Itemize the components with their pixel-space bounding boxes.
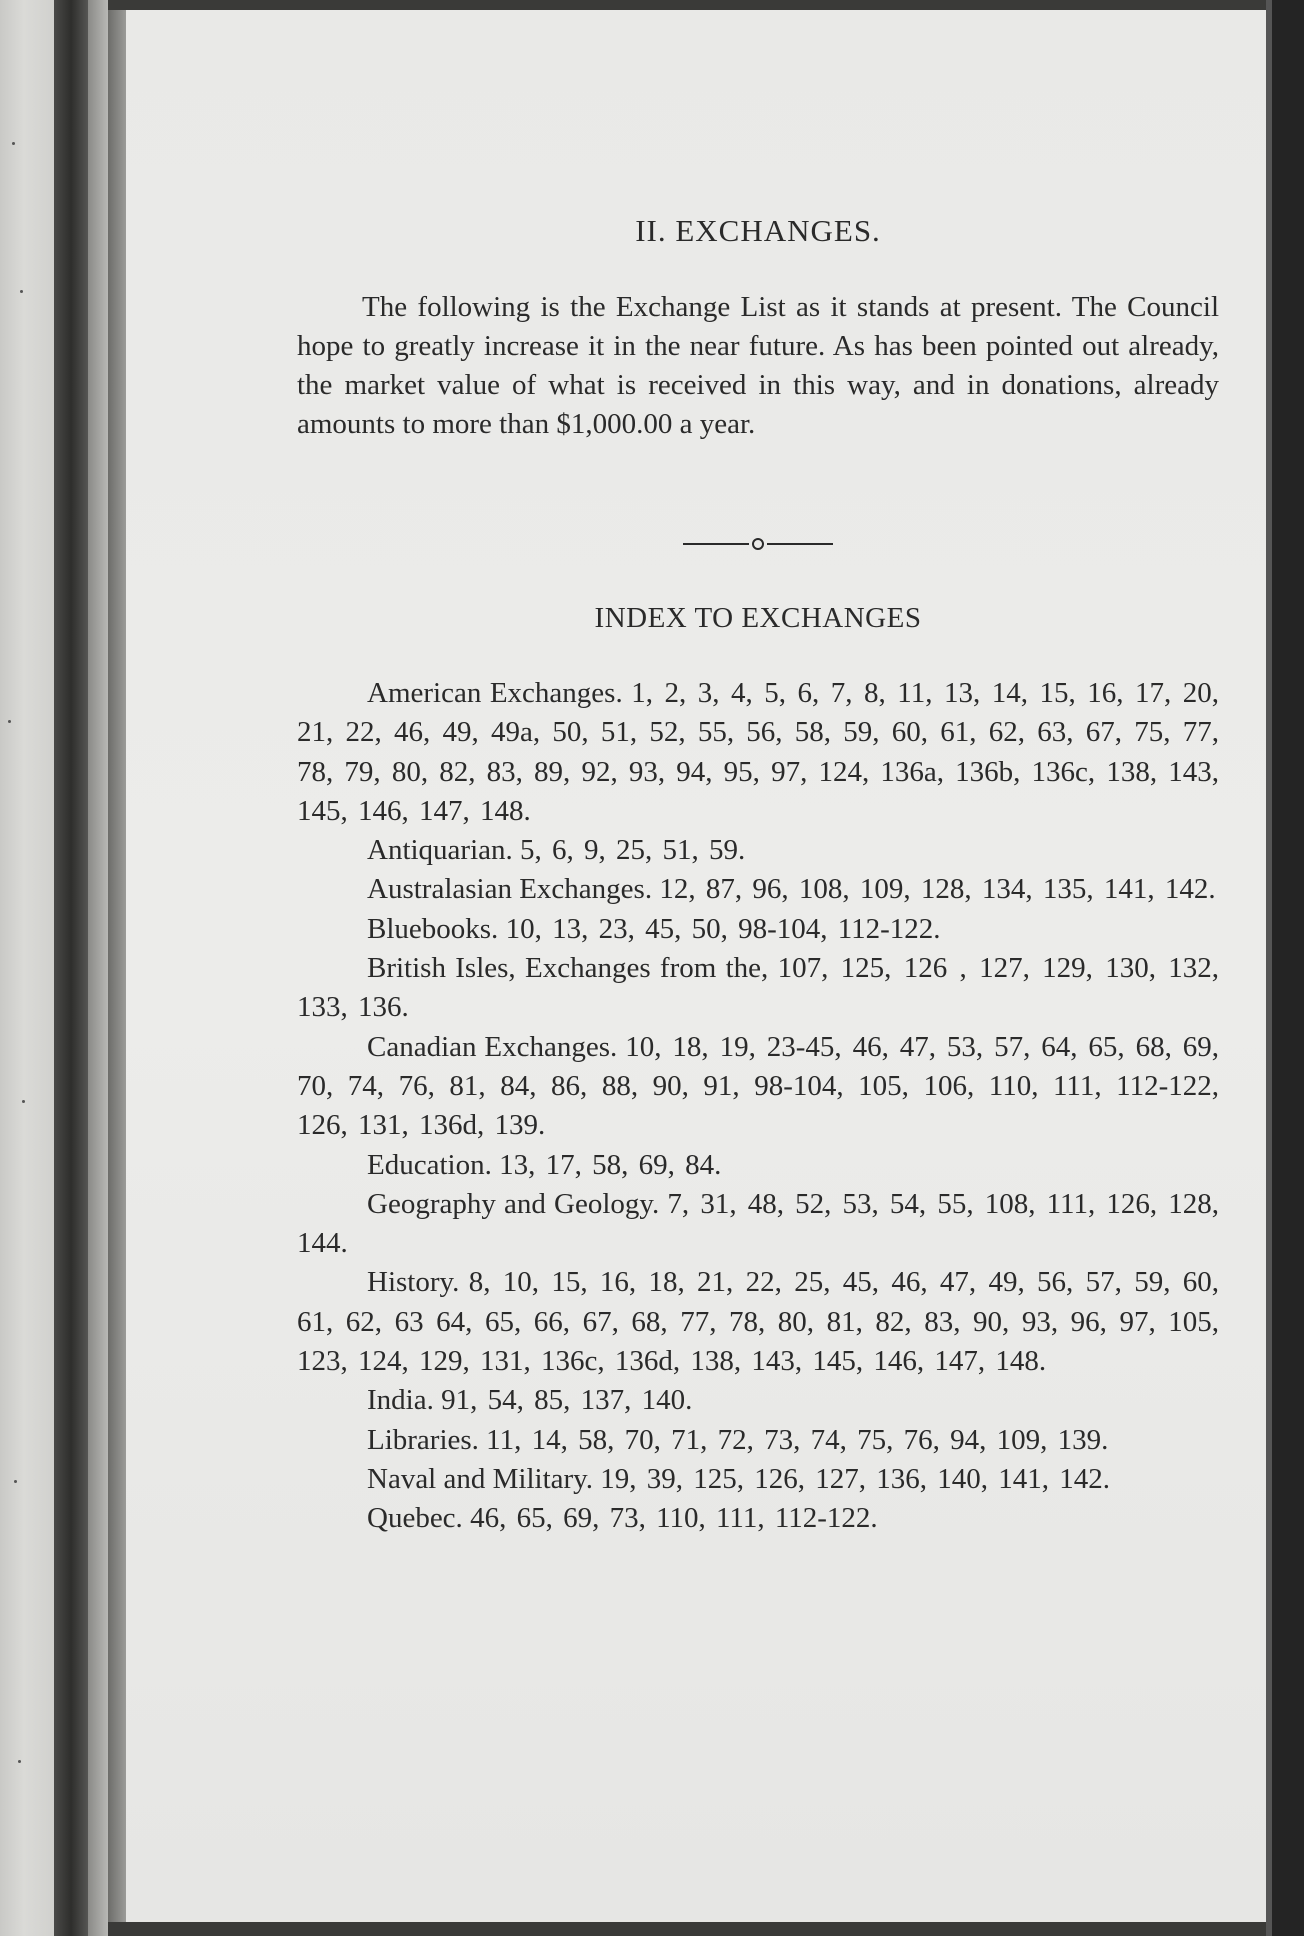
index-entry-refs: 12, 87, 96, 108, 109, 128, 134, 135, 141, 142. xyxy=(659,873,1216,906)
speck xyxy=(22,1100,25,1103)
index-entry-refs: 13, 17, 58, 69, 84. xyxy=(499,1148,722,1181)
speck xyxy=(18,1760,21,1763)
index-entry-refs: 10, 13, 23, 45, 50, 98-104, 112-122. xyxy=(505,912,941,945)
index-entry-topic: Canadian Exchanges. xyxy=(367,1030,618,1063)
index-entry-topic: Antiquarian. xyxy=(367,834,513,867)
index-entry-refs: 107, 125, 126 , 127, 129, 130, 132, 133, 136. xyxy=(297,952,1220,1024)
index-entry-refs: 8, 10, 15, 16, 18, 21, 22, 25, 45, 46, 47, 49, 56, 57, 59, 60, 61, 62, 63 64, 65, 66, 67, 68, 77, 78, 80, 81, 82, 83, 90, 93, 96, 97, 105, 123, 124, 129, 131, 136c, 136d, 138, 143, 145, 146, 147, 148. xyxy=(297,1266,1220,1378)
page-edge-light xyxy=(88,0,108,1936)
speck xyxy=(8,720,11,723)
index-entry xyxy=(297,1499,1219,1538)
index-entry xyxy=(297,1421,1219,1460)
index-entry xyxy=(297,1028,1219,1146)
speck xyxy=(20,290,23,293)
index-entry-topic: British Isles, Exchanges from the, xyxy=(367,952,769,985)
index-entry-refs: 46, 65, 69, 73, 110, 111, 112-122. xyxy=(470,1502,878,1535)
index-entry xyxy=(297,674,1219,831)
index-entry xyxy=(297,1381,1219,1420)
right-border xyxy=(1272,0,1304,1936)
index-entry-refs: 7, 31, 48, 52, 53, 54, 55, 108, 111, 126, 128, 144. xyxy=(297,1187,1220,1260)
section-heading: II. EXCHANGES. xyxy=(635,213,881,248)
index-entry-topic: History. xyxy=(367,1266,460,1299)
section-divider xyxy=(297,534,1219,559)
index-entry xyxy=(297,949,1219,1028)
index-entry-refs: 91, 54, 85, 137, 140. xyxy=(441,1384,693,1417)
index-entry-refs: 11, 14, 58, 70, 71, 72, 73, 74, 75, 76, 94, 109, 139. xyxy=(486,1423,1109,1456)
index-entry xyxy=(297,1146,1219,1185)
index-entry-topic: Bluebooks. xyxy=(367,912,499,945)
index-entry-topic: American Exchanges. xyxy=(367,677,623,709)
index-entry-refs: 1, 2, 3, 4, 5, 6, 7, 8, 11, 13, 14, 15, 16, 17, 20, 21, 22, 46, 49, 49a, 50, 51, 52, 55, 56, 58, 59, 60, 61, 62, 63, 67, 75, 77, 78, 79, 80, 82, 83, 89, 92, 93, 94, 95, 97, 124, 136a, 136b, 136c, 138, 143, 145, 146, 147, 148. xyxy=(297,677,1219,827)
index-list xyxy=(297,674,1219,1539)
index-entry xyxy=(297,910,1219,949)
index-entry xyxy=(297,1460,1219,1499)
index-title: INDEX TO EXCHANGES xyxy=(594,602,922,634)
intro-paragraph: The following is the Exchange List as it stands at present. The Council hope to greatly increase it in the near future. As has been pointed out already, the market value of what is received in this way, and in donations, already amounts to more than $1,000.00 a year. xyxy=(297,291,1219,440)
index-entry-topic: Quebec. xyxy=(367,1502,463,1535)
index-entry xyxy=(297,831,1219,870)
book-page xyxy=(126,10,1266,1922)
speck xyxy=(14,1480,17,1483)
index-entry-refs: 5, 6, 9, 25, 51, 59. xyxy=(520,834,746,867)
binding-shadow xyxy=(54,0,88,1936)
bottom-border xyxy=(108,1922,1304,1936)
index-entry-topic: Geography and Geology. xyxy=(367,1187,660,1220)
page-edge-dark xyxy=(108,0,126,1936)
index-entry-topic: Education. xyxy=(367,1148,492,1181)
index-entry xyxy=(297,1263,1219,1381)
index-entry xyxy=(297,870,1219,909)
page-stack-edge xyxy=(0,0,60,1936)
index-entry-refs: 19, 39, 125, 126, 127, 136, 140, 141, 142. xyxy=(600,1462,1111,1495)
index-entry-topic: Naval and Military. xyxy=(367,1462,594,1495)
index-entry-refs: 10, 18, 19, 23-45, 46, 47, 53, 57, 64, 65, 68, 69, 70, 74, 76, 81, 84, 86, 88, 90, 91, 98-104, 105, 106, 110, 111, 112-122, 126, 131, 136d, 139. xyxy=(297,1030,1219,1142)
index-entry-topic: Australasian Exchanges. xyxy=(367,873,653,906)
divider-ornament xyxy=(683,534,833,554)
top-border xyxy=(108,0,1304,10)
index-entry xyxy=(297,1185,1219,1264)
index-entry-topic: India. xyxy=(367,1384,434,1417)
speck xyxy=(12,142,15,145)
index-entry-topic: Libraries. xyxy=(367,1423,479,1456)
